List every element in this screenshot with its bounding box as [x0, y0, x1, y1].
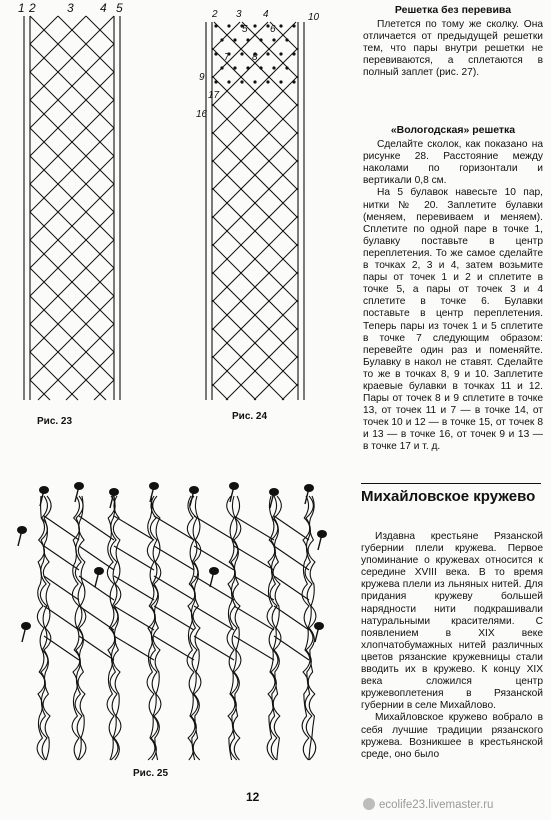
lattice-thread: [38, 324, 114, 400]
pin-mark: [214, 52, 217, 55]
section-heading: Решетка без перевива: [394, 4, 512, 16]
fig23-num-1: 1: [18, 1, 25, 15]
pin-head: [39, 486, 49, 494]
cross-thread: [234, 606, 274, 630]
pin-mark: [272, 66, 275, 69]
pin-mark: [227, 24, 230, 27]
cross-thread: [274, 636, 309, 660]
pin-mark: [233, 38, 236, 41]
lattice-thread: [254, 356, 298, 400]
cross-thread: [234, 546, 274, 570]
cross-thread: [154, 516, 194, 540]
cross-thread: [154, 636, 194, 660]
cross-thread: [274, 516, 309, 540]
cross-thread: [44, 516, 79, 540]
pin-mark: [292, 80, 295, 83]
pin-mark: [240, 80, 243, 83]
cross-thread: [154, 576, 194, 600]
pin-mark: [246, 66, 249, 69]
pin-mark: [266, 52, 269, 55]
watermark: [363, 798, 493, 811]
pin-mark: [253, 80, 256, 83]
pin-head: [109, 488, 119, 496]
cross-thread: [194, 636, 234, 660]
pin-mark: [227, 80, 230, 83]
cross-thread: [79, 606, 114, 630]
lattice-thread: [30, 352, 78, 400]
lattice-thread: [94, 380, 114, 400]
fig23-num-4: 4: [100, 1, 107, 15]
cross-thread: [114, 636, 154, 660]
pin-head: [314, 622, 324, 630]
figure-24-caption: Рис. 24: [232, 411, 268, 422]
pin-head: [74, 482, 84, 490]
section-paragraph: Сделайте сколок, как показано на рисунке 28. Расстояние между наколами по горизонтали и вертикали 0,8 см.: [363, 139, 543, 187]
cross-thread: [79, 546, 114, 570]
text-section-mikhailov-lace: [361, 531, 543, 761]
cross-thread: [194, 546, 234, 570]
text-section-lattice-without-twist: [363, 4, 543, 80]
pin-mark: [240, 52, 243, 55]
text-section-vologda-lattice: [363, 124, 543, 454]
pin-mark: [272, 38, 275, 41]
figure-25-bobbin-lace: [4, 476, 344, 766]
pin-mark: [279, 24, 282, 27]
lattice-thread: [212, 384, 228, 400]
cross-thread: [234, 576, 274, 600]
pin-mark: [285, 38, 288, 41]
figure-23-svg: [16, 0, 136, 420]
fig24-num-16: 16: [196, 109, 208, 120]
watermark-icon: [363, 798, 375, 810]
fig23-num-2: 2: [29, 1, 36, 15]
figure-23-lattice: [16, 0, 136, 420]
figure-24-lattice: [196, 0, 322, 420]
pin-head: [17, 526, 27, 534]
pin-head: [229, 482, 239, 490]
cross-thread: [194, 606, 234, 630]
fig24-num-10: 10: [308, 12, 320, 23]
section-paragraph: Плетется по тому же сколку. Она отличается от предыдущей решетки тем, что пары внутри решетки не перевиваются, а сплетаются в полный заплет (рис. 27).: [363, 19, 543, 79]
pin-mark: [220, 38, 223, 41]
lattice-thread: [282, 384, 298, 400]
pin-mark: [253, 24, 256, 27]
cross-thread: [274, 546, 309, 570]
pin-head: [94, 567, 104, 575]
pin-mark: [259, 66, 262, 69]
pin-mark: [259, 38, 262, 41]
cross-thread: [44, 546, 79, 570]
pin-mark: [292, 52, 295, 55]
fig24-num-9: 9: [199, 72, 205, 83]
pin-head: [149, 482, 159, 490]
pin-head: [209, 567, 219, 575]
pin-mark: [246, 38, 249, 41]
fig24-num-4: 4: [263, 9, 269, 20]
section-divider: [361, 483, 541, 484]
figure-24-svg: [196, 0, 322, 420]
braid-thread: [113, 496, 121, 760]
section-heading: «Вологодская» решетка: [390, 124, 516, 136]
section-paragraph: Михайловское кружево вобрало в себя лучшие традиции рязанского кружева. Возникшее в крестьянской среде, оно было: [361, 712, 543, 760]
figure-23-caption: Рис. 23: [37, 416, 73, 427]
figure-25-caption: Рис. 25: [133, 768, 169, 779]
fig24-num-5: 5: [242, 24, 248, 35]
lattice-thread: [212, 22, 268, 78]
fig24-num-8: 8: [252, 52, 258, 63]
fig24-num-3: 3: [236, 9, 242, 20]
fig24-num-7: 7: [224, 52, 230, 63]
cross-thread: [234, 516, 274, 540]
lattice-thread: [30, 324, 106, 400]
cross-thread: [44, 576, 79, 600]
pin-mark: [292, 24, 295, 27]
pin-mark: [285, 66, 288, 69]
braid-thread: [37, 496, 45, 760]
fig23-num-5: 5: [116, 1, 123, 15]
pin-head: [269, 488, 279, 496]
fig23-num-3: 3: [67, 1, 74, 15]
lattice-thread: [212, 356, 256, 400]
lattice-thread: [66, 352, 114, 400]
cross-thread: [154, 546, 194, 570]
pin-mark: [279, 80, 282, 83]
pin-mark: [214, 24, 217, 27]
pin-head: [189, 486, 199, 494]
pin-head: [317, 530, 327, 538]
watermark-text: ecolife23.livemaster.ru: [379, 799, 494, 811]
pin-mark: [214, 80, 217, 83]
cross-thread: [194, 576, 234, 600]
pin-mark: [220, 66, 223, 69]
braid-thread: [153, 496, 161, 760]
section-paragraph: Издавна крестьяне Рязанской губернии плели кружева. Первое упоминание о кружевах относится к середине XVIII века. В то время кружева плели из льняных нитей. Для придания кружеву большей нарядности нити подкрашивали натуральными красителями. С появлением в XIX веке хлопчатобумажных нитей различных цветов рязанские кружевницы стали вводить их в кружево. К концу XIX века сложился центр кружевоплетения в Рязанской губернии в селе Михайлово.: [361, 531, 543, 712]
cross-thread: [114, 606, 154, 630]
pin-mark: [266, 80, 269, 83]
lattice-thread: [212, 328, 284, 400]
cross-thread: [79, 636, 114, 660]
section-heading-mikhailov-lace: Михайловское кружево: [361, 488, 536, 505]
fig24-num-6: 6: [270, 24, 276, 35]
cross-thread: [44, 636, 79, 660]
cross-thread: [114, 576, 154, 600]
pin-mark: [233, 66, 236, 69]
lattice-thread: [226, 328, 298, 400]
page-number: 12: [246, 790, 260, 804]
pin-head: [21, 622, 31, 630]
cross-thread: [154, 606, 194, 630]
fig24-num-2: 2: [212, 9, 218, 20]
pin-head: [304, 484, 314, 492]
pin-mark: [279, 52, 282, 55]
fig24-num-17: 17: [208, 90, 220, 101]
section-paragraph: На 5 булавок навесьте 10 пар, нитки № 20. Заплетите булавки (меняем, перевиваем и меняем). Сплетите по одной паре в точке 1, булавку поставьте в центр переплетения. То же самое сделайте в точках 2, 3 и 4, затем возьмите пары от точек 1 и 2 и сплетите в точке 5, а пары от точек 3 и 4 сплетите в точке 6. Булавки поставьте в центр переплетения. Теперь пары из точек 1 и 5 сплетите в точке 7 следующим образом: перевейте один раз и поменяйте. Булавку в накол не ставят. Сделайте то же в точках 8, 9 и 10. Заплетите краевые булавки в точках 11 и 12. Пары от точек 8 и 9 сплетите в точке 13, от точек 11 и 7 — в точке 14, от точек 10 и 12 — в точке 15, от точек 8 и 13 — в точке 16, от точек 9 и 13 — в точке 17 и т. д.: [363, 187, 543, 453]
lattice-thread: [30, 380, 50, 400]
figure-25-svg: [4, 476, 344, 766]
